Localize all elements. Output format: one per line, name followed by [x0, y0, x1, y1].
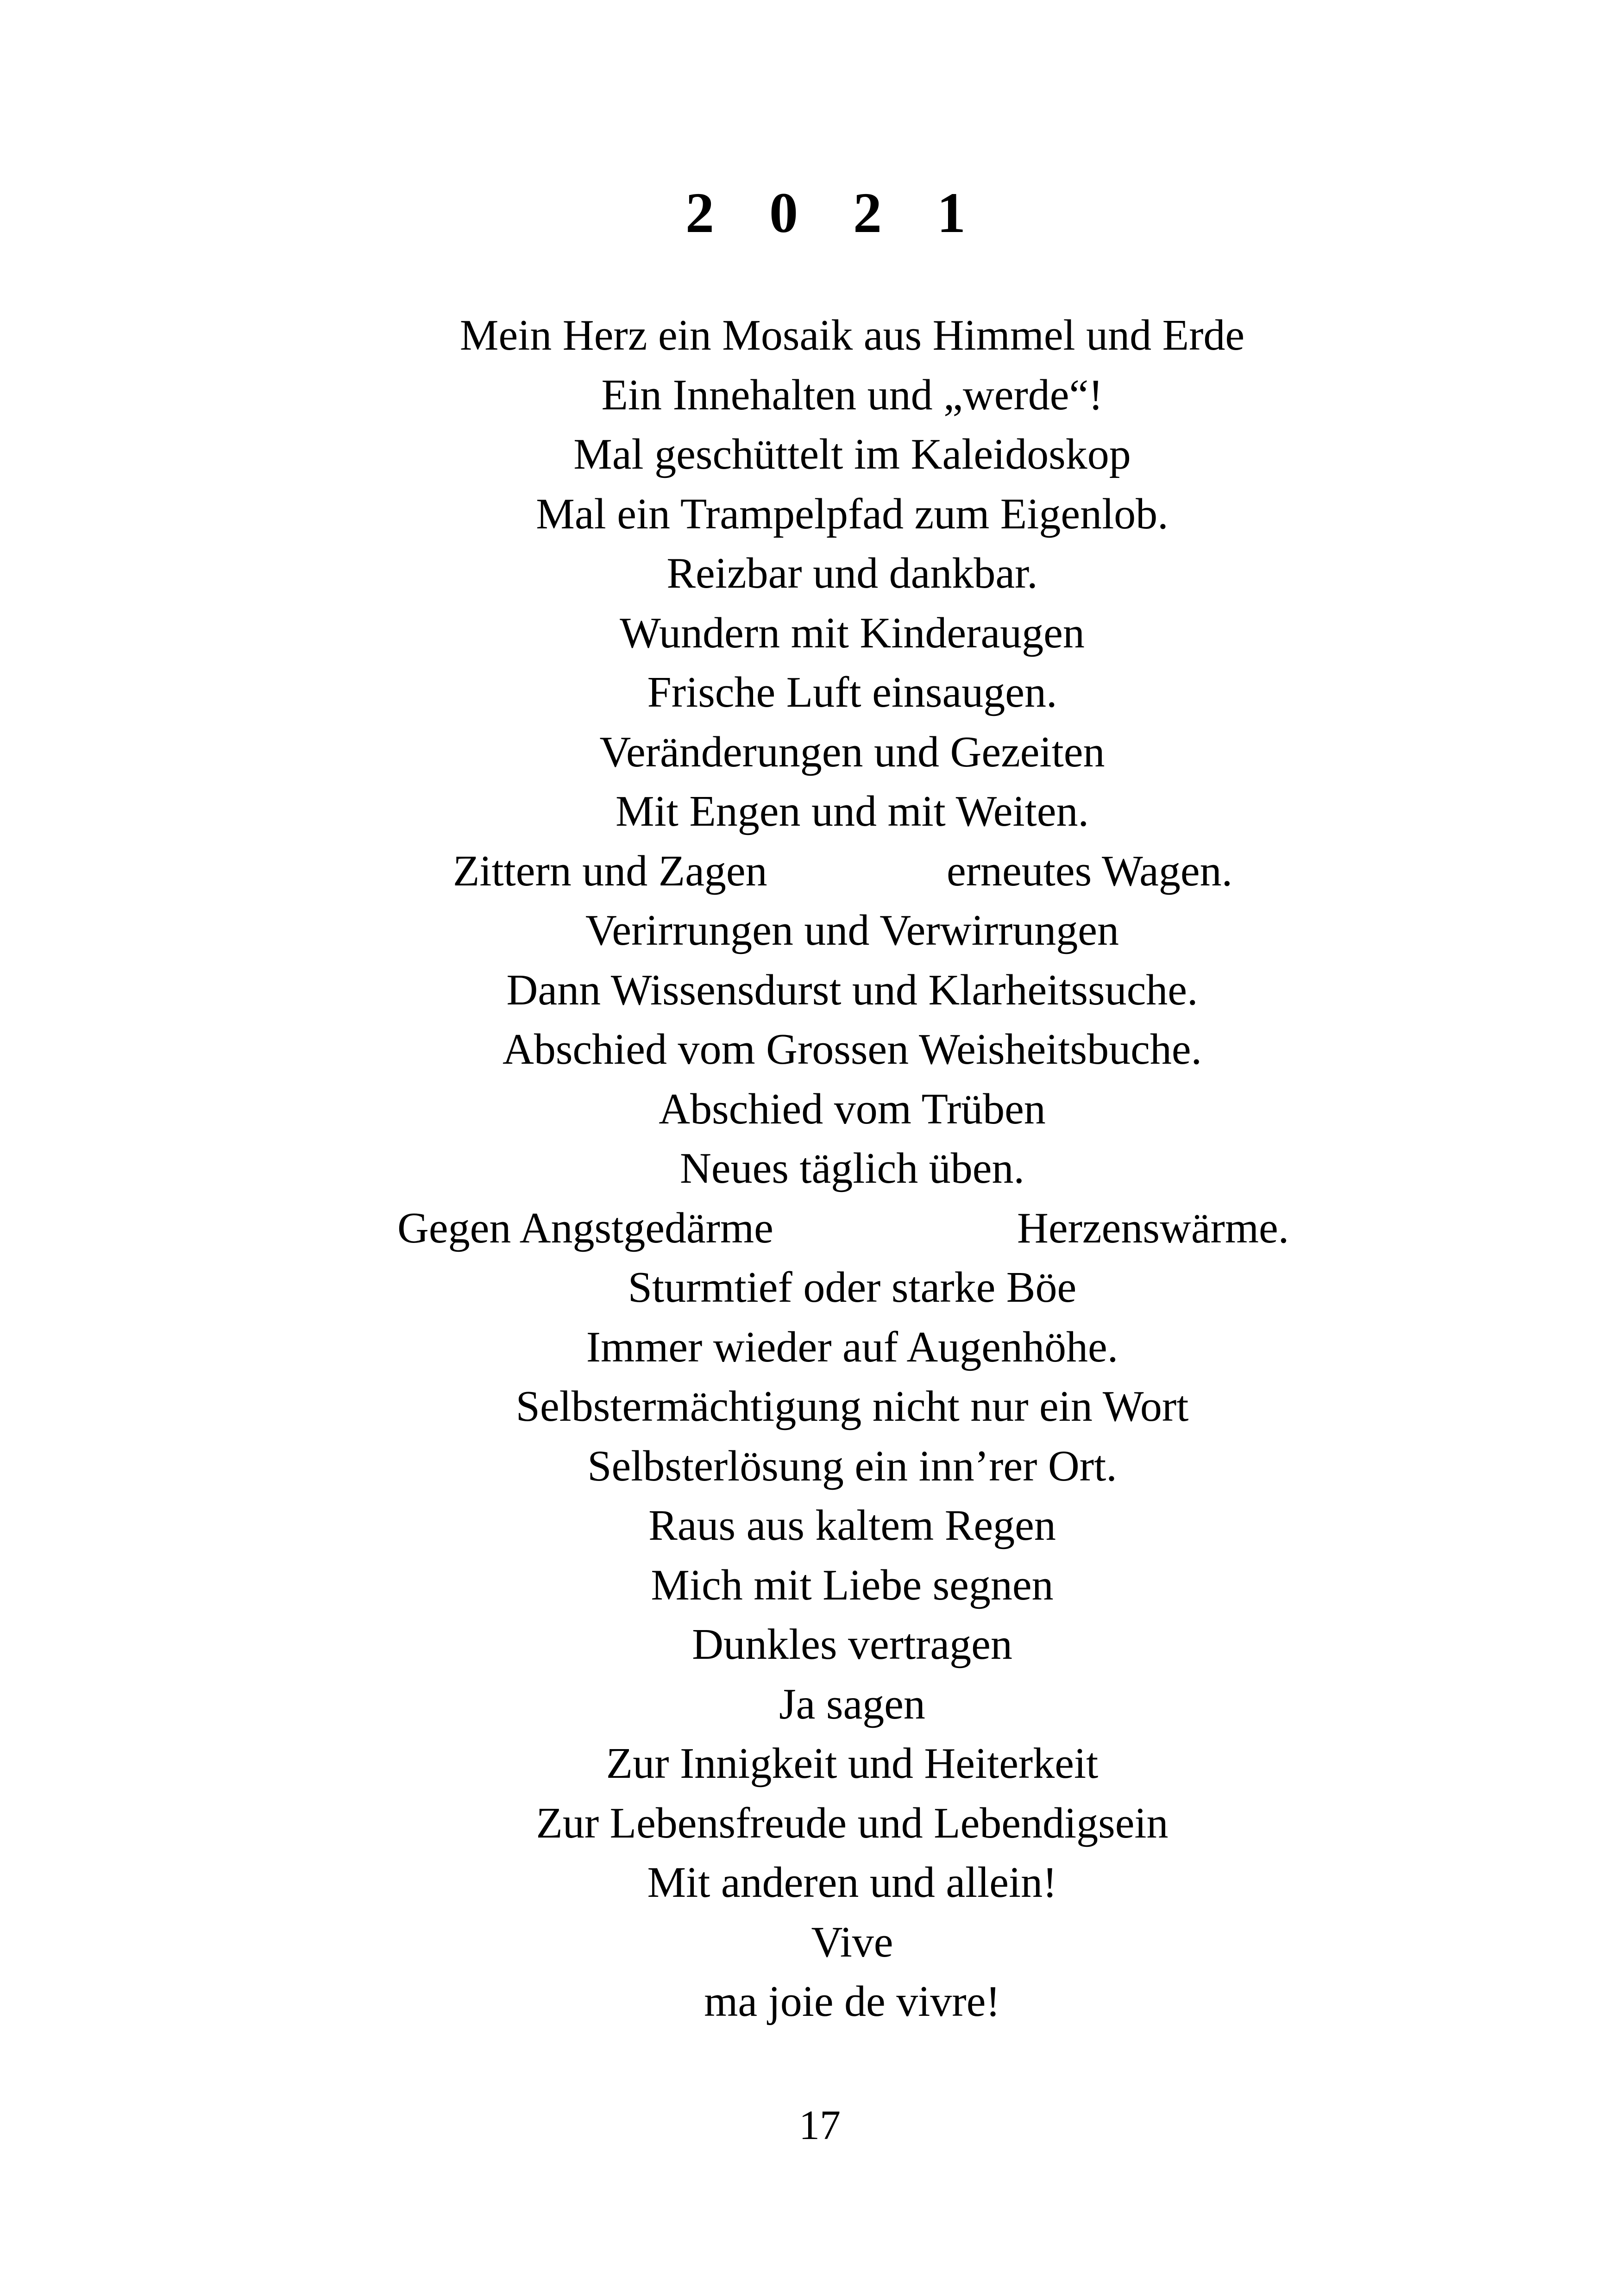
poem-line: Selbstermächtigung nicht nur ein Wort [515, 1382, 1189, 1430]
poem-line-left-part: Gegen Angstgedärme [397, 1204, 773, 1252]
poem-line: ma joie de vivre! [704, 1977, 1000, 2026]
poem-line: Veränderungen und Gezeiten [599, 728, 1105, 776]
poem-line: Verirrungen und Verwirrungen [585, 906, 1119, 954]
poem-line: Mal geschüttelt im Kaleidoskop [573, 430, 1131, 478]
poem-line: Reizbar und dankbar. [666, 549, 1038, 597]
poem-line-split [324, 1198, 1380, 1258]
poem-line: Abschied vom Grossen Weisheitsbuche. [502, 1025, 1202, 1073]
poem-line-right-part: Herzenswärme. [1017, 1204, 1289, 1252]
poem-line: Dann Wissensdurst und Klarheitssuche. [506, 966, 1198, 1014]
poem-line: Sturmtief oder starke Böe [628, 1263, 1077, 1311]
poem-title: 2 0 2 1 [685, 181, 986, 245]
poem-line: Mit Engen und mit Weiten. [616, 787, 1089, 835]
poem-line-right-part: erneutes Wagen. [947, 847, 1233, 895]
poem-line: Frische Luft einsaugen. [647, 668, 1057, 716]
poem-line: Wundern mit Kinderaugen [620, 609, 1085, 657]
poem-line: Mal ein Trampelpfad zum Eigenlob. [536, 489, 1169, 538]
poem-line: Vive [811, 1918, 893, 1966]
poem-line: Ein Innehalten und „werde“! [601, 370, 1103, 419]
poem-line: Zur Lebensfreude und Lebendigsein [536, 1799, 1169, 1847]
poem-line: Abschied vom Trüben [659, 1085, 1046, 1133]
poem-line: Zur Innigkeit und Heiterkeit [606, 1739, 1099, 1788]
poem-line-split [324, 841, 1380, 901]
poem-line: Ja sagen [779, 1680, 925, 1728]
poem-line-left-part: Zittern und Zagen [453, 847, 767, 895]
poem-line: Immer wieder auf Augenhöhe. [586, 1323, 1118, 1371]
poem-line: Raus aus kaltem Regen [648, 1501, 1056, 1549]
poem-line: Selbsterlösung ein inn’rer Ort. [587, 1442, 1117, 1490]
poem-line: Mich mit Liebe segnen [651, 1561, 1054, 1609]
poem-line: Dunkles vertragen [692, 1620, 1012, 1669]
page-number: 17 [799, 2102, 841, 2148]
poem-line: Mein Herz ein Mosaik aus Himmel und Erde [459, 311, 1245, 359]
poem-line: Neues täglich üben. [680, 1144, 1024, 1192]
poem-body [324, 306, 1380, 2032]
poem-line: Mit anderen und allein! [647, 1858, 1057, 1907]
